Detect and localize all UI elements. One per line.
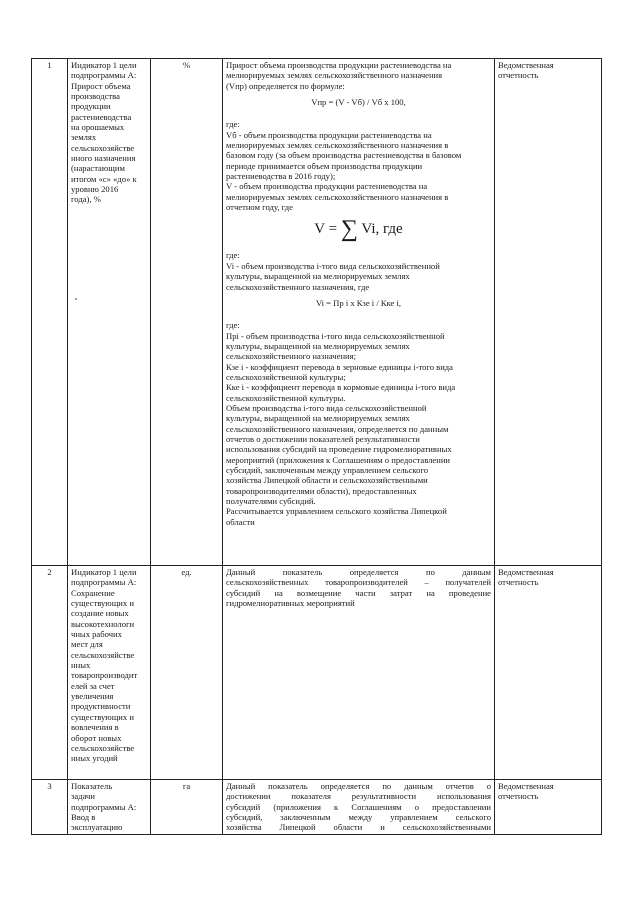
text-line: сельскохозяйстве	[71, 649, 135, 660]
text-line: Прирост объема	[71, 80, 131, 91]
text-line: (нарастающим	[71, 163, 125, 174]
text-line: субсидий (приложения к Соглашениям о предоставлении	[226, 801, 491, 812]
text-line: Показатель	[71, 781, 113, 791]
text-line: Прирост объема производства продукции растениеводства на	[226, 60, 452, 70]
text-line: создание новых	[71, 608, 129, 619]
text-line: культуры, выращенной на мелиорируемых землях	[226, 413, 410, 424]
unit-cell: ед.	[151, 566, 223, 780]
text-line: культуры, выращенной на мелиорируемых землях	[226, 340, 410, 351]
text-line: Ведомственная	[498, 567, 554, 577]
text-line: продукции	[71, 101, 111, 112]
text-line: товаропроизводителями области), предоставленных	[226, 485, 417, 496]
text-line: уровню 2016	[71, 184, 119, 195]
table-row	[32, 566, 602, 780]
formula-sum-rhs: Vi, где	[361, 221, 403, 238]
text-line: мелиорируемых землях сельскохозяйственного назначения в	[226, 140, 449, 151]
text-line: елей за счет	[71, 680, 115, 691]
text-line: итогом «с» «до» к	[71, 173, 137, 184]
text-line: культуры, выращенной на мелиорируемых землях	[226, 271, 410, 282]
source-lines	[498, 781, 598, 802]
source-cell	[495, 780, 602, 835]
text-line: Vб - объем производства продукции растениеводства на	[226, 129, 432, 140]
text-line: подпрограммы А:	[71, 577, 137, 588]
text-line: отчетность	[498, 577, 539, 588]
text-line: субсидий, заключенным между управлением сельского	[226, 812, 491, 823]
formula-vi: Vi = Пр i x Кзе i / Кке i,	[315, 297, 402, 308]
text-line: оборот новых	[71, 732, 122, 743]
row-number: 2	[32, 566, 68, 780]
row-number: 1	[32, 59, 68, 566]
text-line: Прi - объем производства i-того вида сельскохозяйственной	[226, 330, 445, 341]
text-line: Ввод в	[71, 812, 96, 823]
text-line: товаропроизводит	[71, 670, 138, 681]
text-line: Кзе i - коэффициент перевода в зерновые единицы i-того вида	[226, 361, 453, 372]
text-line: нного назначения	[71, 153, 136, 164]
text-line: сельскохозяйственного назначения;	[226, 351, 356, 362]
table-row	[32, 780, 602, 835]
method-cell	[223, 780, 495, 835]
text-line: подпрограммы А:	[71, 70, 137, 81]
text-line: нных	[71, 660, 91, 671]
indicator-name	[68, 566, 151, 780]
text-line: использования субсидий на проведение гидромелиоративных	[226, 444, 452, 455]
text-line: Индикатор 1 цели	[71, 60, 137, 70]
text-line: мест для	[71, 639, 103, 650]
source-cell	[495, 59, 602, 566]
text-line: где:	[226, 119, 240, 130]
text-line: сельскохозяйственной культуры.	[226, 392, 346, 403]
text-line: сельскохозяйстве	[71, 742, 135, 753]
method-paragraph	[226, 781, 491, 833]
text-line: растениеводства	[71, 111, 132, 122]
method-paragraph	[226, 250, 491, 291]
text-line: субсидий, заключенным между управлением сельского	[226, 465, 429, 475]
text-line: существующих и	[71, 598, 134, 609]
text-line: сельскохозяйственных товаропроизводителей – получателей	[226, 577, 491, 588]
text-line: эксплуатацию	[71, 822, 123, 833]
sigma-symbol: ∑	[340, 216, 358, 243]
method-paragraph	[226, 60, 491, 91]
text-line: хозяйства Липецкой области и сельскохозяйственными	[226, 822, 491, 833]
text-line: Ведомственная	[498, 781, 554, 791]
indicator-lines	[71, 567, 147, 764]
text-line: сельскохозяйственного назначения, где	[226, 281, 370, 292]
method-cell	[223, 566, 495, 780]
method-cell	[223, 59, 495, 566]
text-line: получателями субсидий.	[226, 496, 316, 507]
text-line: задачи	[71, 791, 95, 802]
text-line: где:	[226, 320, 240, 331]
text-line: отчетов о достижении показателей результативности	[226, 433, 420, 444]
indicator-lines	[71, 60, 147, 205]
text-line: Данный показатель определяется по данным отчетов о	[226, 781, 491, 791]
text-line: на орошаемых	[71, 122, 125, 133]
text-line: существующих и	[71, 711, 134, 722]
unit-cell: %	[151, 59, 223, 566]
text-line: отчетность	[498, 70, 539, 81]
text-line: субсидий на возмещение части затрат на проведение	[226, 587, 491, 598]
text-line: мелиорируемых землях сельскохозяйственного назначения в	[226, 191, 449, 202]
unit-cell: га	[151, 780, 223, 835]
text-line: отчетность	[498, 791, 539, 802]
text-line: увеличения	[71, 691, 114, 702]
source-cell	[495, 566, 602, 780]
text-line: сельскохозяйственной культуры;	[226, 371, 346, 382]
text-line: Рассчитывается управлением сельского хозяйства Липецкой	[226, 506, 447, 517]
text-line: высокотехнологи	[71, 618, 135, 629]
text-line: Индикатор 1 цели	[71, 567, 137, 577]
method-last-line: гидромелиоративных мероприятий	[226, 598, 355, 609]
text-line: хозяйства Липецкой области и сельскохозяйственными	[226, 475, 428, 486]
indicators-table	[31, 58, 602, 835]
text-line: Объем производства i-того вида сельскохозяйственной	[226, 402, 427, 413]
text-line: нных угодий	[71, 753, 118, 764]
text-line: области	[226, 516, 255, 527]
text-line: Ведомственная	[498, 60, 554, 70]
text-line: базовом году (за объем производства растениеводства в базовом	[226, 150, 462, 161]
text-line: (Vпр) определяется по формуле:	[226, 80, 345, 91]
text-line: сельскохозяйстве	[71, 142, 135, 153]
indicator-name	[68, 59, 151, 566]
text-line: производства	[71, 91, 120, 102]
source-lines	[498, 567, 598, 588]
formula-sum-lhs: V =	[314, 221, 338, 238]
table-row	[32, 59, 602, 566]
formula-growth: Vпр = (V - Vб) / Vб x 100,	[311, 97, 406, 108]
text-line: года), %	[71, 194, 101, 205]
text-line: Данный показатель определяется по данным	[226, 567, 491, 577]
text-line: Сохранение	[71, 587, 115, 598]
text-line: сельскохозяйственного назначения, определяется по данным	[226, 423, 449, 434]
text-line: растениеводства в 2016 году);	[226, 171, 336, 182]
text-line: чных рабочих	[71, 629, 122, 640]
row-number: 3	[32, 780, 68, 835]
text-line: мероприятий (приложения к Соглашениям о предоставлении	[226, 454, 451, 465]
text-line: землях	[71, 132, 97, 143]
method-paragraph	[226, 567, 491, 598]
text-line: подпрограммы А:	[71, 801, 137, 812]
source-lines	[498, 60, 598, 81]
text-line: где:	[226, 250, 240, 261]
text-line: вовлечения в	[71, 722, 119, 733]
text-line: Кке i - коэффициент перевода в кормовые единицы i-того вида	[226, 382, 456, 393]
text-line: Vi - объем производства i-того вида сельскохозяйственной	[226, 260, 440, 271]
text-line: отчетном году, где	[226, 202, 293, 213]
text-line: V - объем производства продукции растениеводства на	[226, 181, 428, 192]
method-paragraph	[226, 320, 491, 527]
indicator-name	[68, 780, 151, 835]
method-paragraph	[226, 119, 491, 212]
indicator-lines	[71, 781, 147, 833]
text-line: периоде принимается объем производства продукции	[226, 160, 423, 171]
formula-sum	[226, 216, 491, 243]
text-line: мелиорируемых землях сельскохозяйственного назначения	[226, 70, 443, 81]
text-line: достижении показателя результативности использования	[226, 791, 491, 802]
text-line: продуктивности	[71, 701, 131, 712]
